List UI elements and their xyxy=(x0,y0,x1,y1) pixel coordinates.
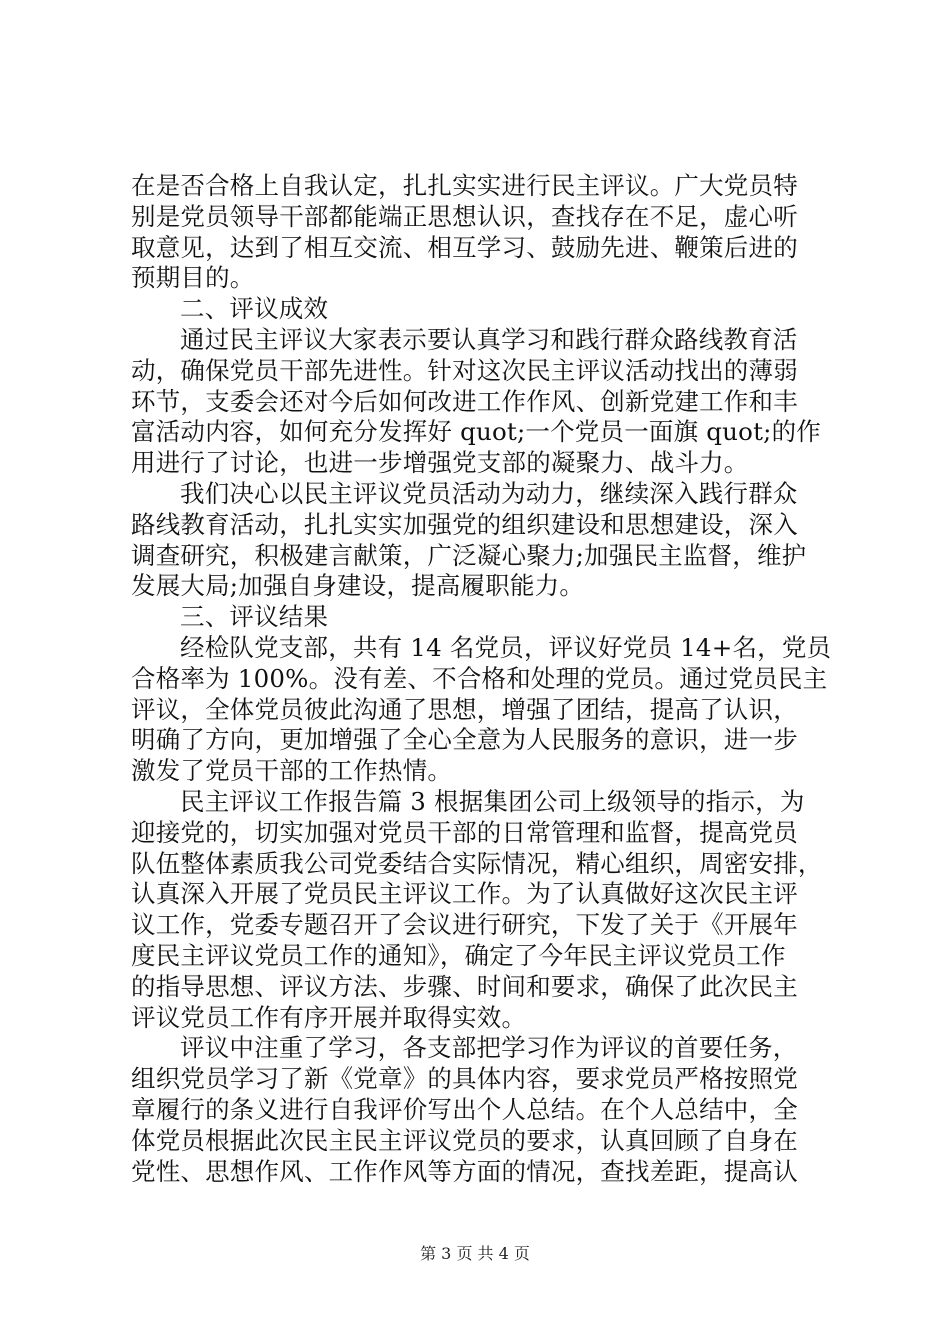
text-line: 激发了党员干部的工作热情。 xyxy=(131,756,453,786)
text-line: 我们决心以民主评议党员活动为动力，继续深入践行群众 xyxy=(180,478,798,508)
text-line: 取意见，达到了相互交流、相互学习、鼓励先进、鞭策后进的 xyxy=(131,232,798,262)
text-line: 预期目的。 xyxy=(131,263,255,293)
text-line: 评议，全体党员彼此沟通了思想，增强了团结，提高了认识， xyxy=(131,694,798,724)
text-line: 体党员根据此次民主民主评议党员的要求，认真回顾了自身在 xyxy=(131,1125,798,1155)
text-line: 在是否合格上自我认定，扎扎实实进行民主评议。广大党员特 xyxy=(131,171,798,200)
document-body xyxy=(131,171,831,1187)
section-heading: 三、评议结果 xyxy=(180,602,329,632)
text-line: 发展大局;加强自身建设，提高履职能力。 xyxy=(131,571,585,601)
text-line: 富活动内容，如何充分发挥好 quot;一个党员一面旗 quot;的作 xyxy=(131,417,821,447)
text-line: 经检队党支部，共有 14 名党员，评议好党员 14+名，党员 xyxy=(180,632,832,662)
text-line: 调查研究，积极建言献策，广泛凝心聚力;加强民主监督，维护 xyxy=(131,540,807,570)
text-line: 别是党员领导干部都能端正思想认识，查找存在不足，虚心听 xyxy=(131,201,798,231)
text-line: 议工作，党委专题召开了会议进行研究，下发了关于《开展年 xyxy=(131,910,798,940)
text-line: 动，确保党员干部先进性。针对这次民主评议活动找出的薄弱 xyxy=(131,355,798,385)
section-heading: 二、评议成效 xyxy=(180,294,329,324)
text-line: 章履行的条义进行自我评价写出个人总结。在个人总结中，全 xyxy=(131,1094,798,1124)
text-line: 通过民主评议大家表示要认真学习和践行群众路线教育活 xyxy=(180,324,798,354)
page-number: 第 3 页 共 4 页 xyxy=(420,1244,530,1263)
text-line: 评议党员工作有序开展并取得实效。 xyxy=(131,1002,527,1032)
text-line: 用进行了讨论，也进一步增强党支部的凝聚力、战斗力。 xyxy=(131,448,749,478)
text-line: 明确了方向，更加增强了全心全意为人民服务的意识，进一步 xyxy=(131,725,798,755)
text-line: 组织党员学习了新《党章》的具体内容，要求党员严格按照党 xyxy=(131,1064,798,1094)
text-line: 民主评议工作报告篇 3 根据集团公司上级领导的指示，为 xyxy=(180,786,805,816)
text-line: 度民主评议党员工作的通知》，确定了今年民主评议党员工作 xyxy=(131,940,786,970)
text-line: 评议中注重了学习，各支部把学习作为评议的首要任务， xyxy=(180,1033,798,1063)
text-line: 环节，支委会还对今后如何改进工作作风、创新党建工作和丰 xyxy=(131,386,798,416)
text-line: 党性、思想作风、工作作风等方面的情况，查找差距，提高认 xyxy=(131,1156,798,1186)
text-line: 迎接党的，切实加强对党员干部的日常管理和监督，提高党员 xyxy=(131,817,798,847)
text-line: 合格率为 100%。没有差、不合格和处理的党员。通过党员民主 xyxy=(131,663,828,693)
text-line: 认真深入开展了党员民主评议工作。为了认真做好这次民主评 xyxy=(131,879,798,909)
text-line: 的指导思想、评议方法、步骤、时间和要求，确保了此次民主 xyxy=(131,971,798,1001)
text-line: 路线教育活动，扎扎实实加强党的组织建设和思想建设，深入 xyxy=(131,509,798,539)
text-line: 队伍整体素质我公司党委结合实际情况，精心组织，周密安排， xyxy=(131,848,823,878)
